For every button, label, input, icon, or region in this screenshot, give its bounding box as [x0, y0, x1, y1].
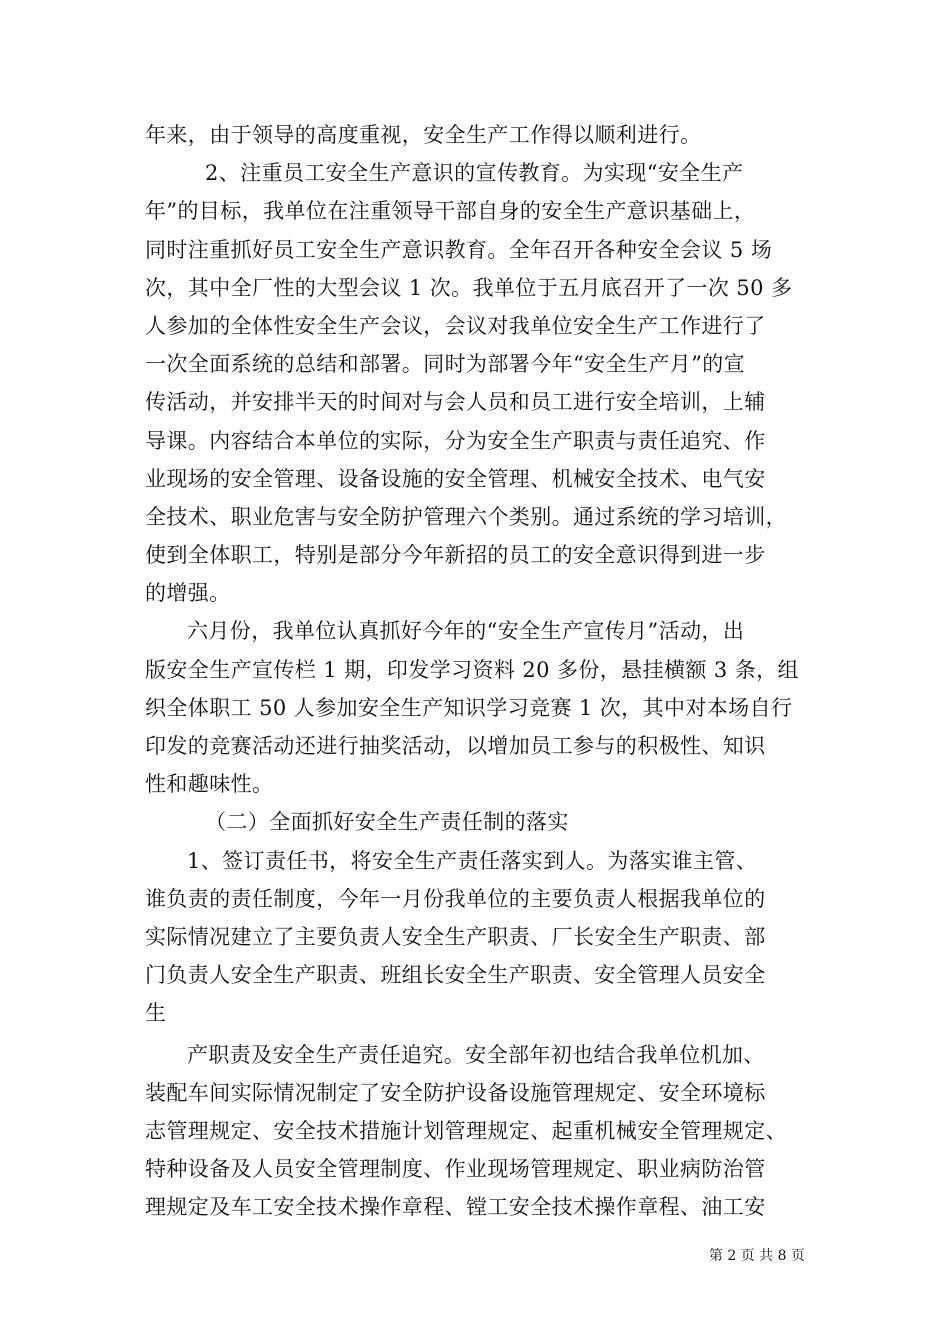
text-line: 装配车间实际情况制定了安全防护设备设施管理规定、安全环境标	[145, 1080, 766, 1105]
text-line: 实际情况建立了主要负责人安全生产职责、厂长安全生产职责、部	[145, 924, 766, 949]
text-line: 印发的竞赛活动还进行抽奖活动，以增加员工参与的积极性、知识	[145, 734, 766, 758]
text-line: 年来，由于领导的高度重视，安全生产工作得以顺利进行。	[145, 123, 702, 147]
text-line: 次，其中全厂性的大型会议 1 次。我单位于五月底召开了一次 50 多	[145, 275, 793, 300]
text-line: 产职责及安全生产责任追究。安全部年初也结合我单位机加、	[187, 1042, 765, 1067]
text-line: 1、签订责任书，将安全生产责任落实到人。为落实谁主管、	[187, 848, 758, 873]
text-line: 性和趣味性。	[145, 772, 274, 797]
page-number: 第 2 页 共 8 页	[708, 1248, 805, 1264]
section-heading: （二）全面抓好安全生产责任制的落实	[205, 810, 569, 835]
text-line: 生	[145, 1001, 167, 1026]
text-line: 同时注重抓好员工安全生产意识教育。全年召开各种安全会议 5 场	[145, 237, 773, 262]
text-line: 年”的目标，我单位在注重领导干部自身的安全生产意识基础上，	[145, 199, 756, 224]
document-body	[145, 116, 825, 1226]
text-line: 版安全生产宣传栏 1 期，印发学习资料 20 多份，悬挂横额 3 条，组	[145, 657, 799, 682]
text-line: 使到全体职工，特别是部分今年新招的员工的安全意识得到进一步	[145, 543, 766, 568]
text-line: 传活动，并安排半天的时间对与会人员和员工进行安全培训，上辅	[145, 390, 766, 415]
text-line: 志管理规定、安全技术措施计划管理规定、起重机械安全管理规定、	[145, 1118, 787, 1143]
text-line: 织全体职工 50 人参加安全生产知识学习竞赛 1 次，其中对本场自行	[145, 695, 793, 720]
text-line: 人参加的全体性安全生产会议，会议对我单位安全生产工作进行了	[145, 313, 766, 338]
text-line: 门负责人安全生产职责、班组长安全生产职责、安全管理人员安全	[145, 963, 766, 988]
text-line: 六月份，我单位认真抓好今年的“安全生产宣传月”活动，出	[187, 619, 745, 644]
text-line: 2、注重员工安全生产意识的宣传教育。为实现“安全生产	[205, 161, 744, 186]
text-line: 一次全面系统的总结和部署。同时为部署今年“安全生产月”的宣	[145, 352, 746, 377]
text-line: 全技术、职业危害与安全防护管理六个类别。通过系统的学习培训，	[145, 504, 787, 529]
text-line: 理规定及车工安全技术操作章程、镗工安全技术操作章程、油工安	[145, 1195, 766, 1220]
text-line: 的增强。	[145, 581, 231, 606]
text-line: 导课。内容结合本单位的实际，分为安全生产职责与责任追究、作	[145, 428, 766, 453]
text-line: 业现场的安全管理、设备设施的安全管理、机械安全技术、电气安	[145, 466, 766, 491]
text-line: 特种设备及人员安全管理制度、作业现场管理规定、职业病防治管	[145, 1157, 766, 1182]
text-line: 谁负责的责任制度，今年一月份我单位的主要负责人根据我单位的	[145, 886, 766, 911]
